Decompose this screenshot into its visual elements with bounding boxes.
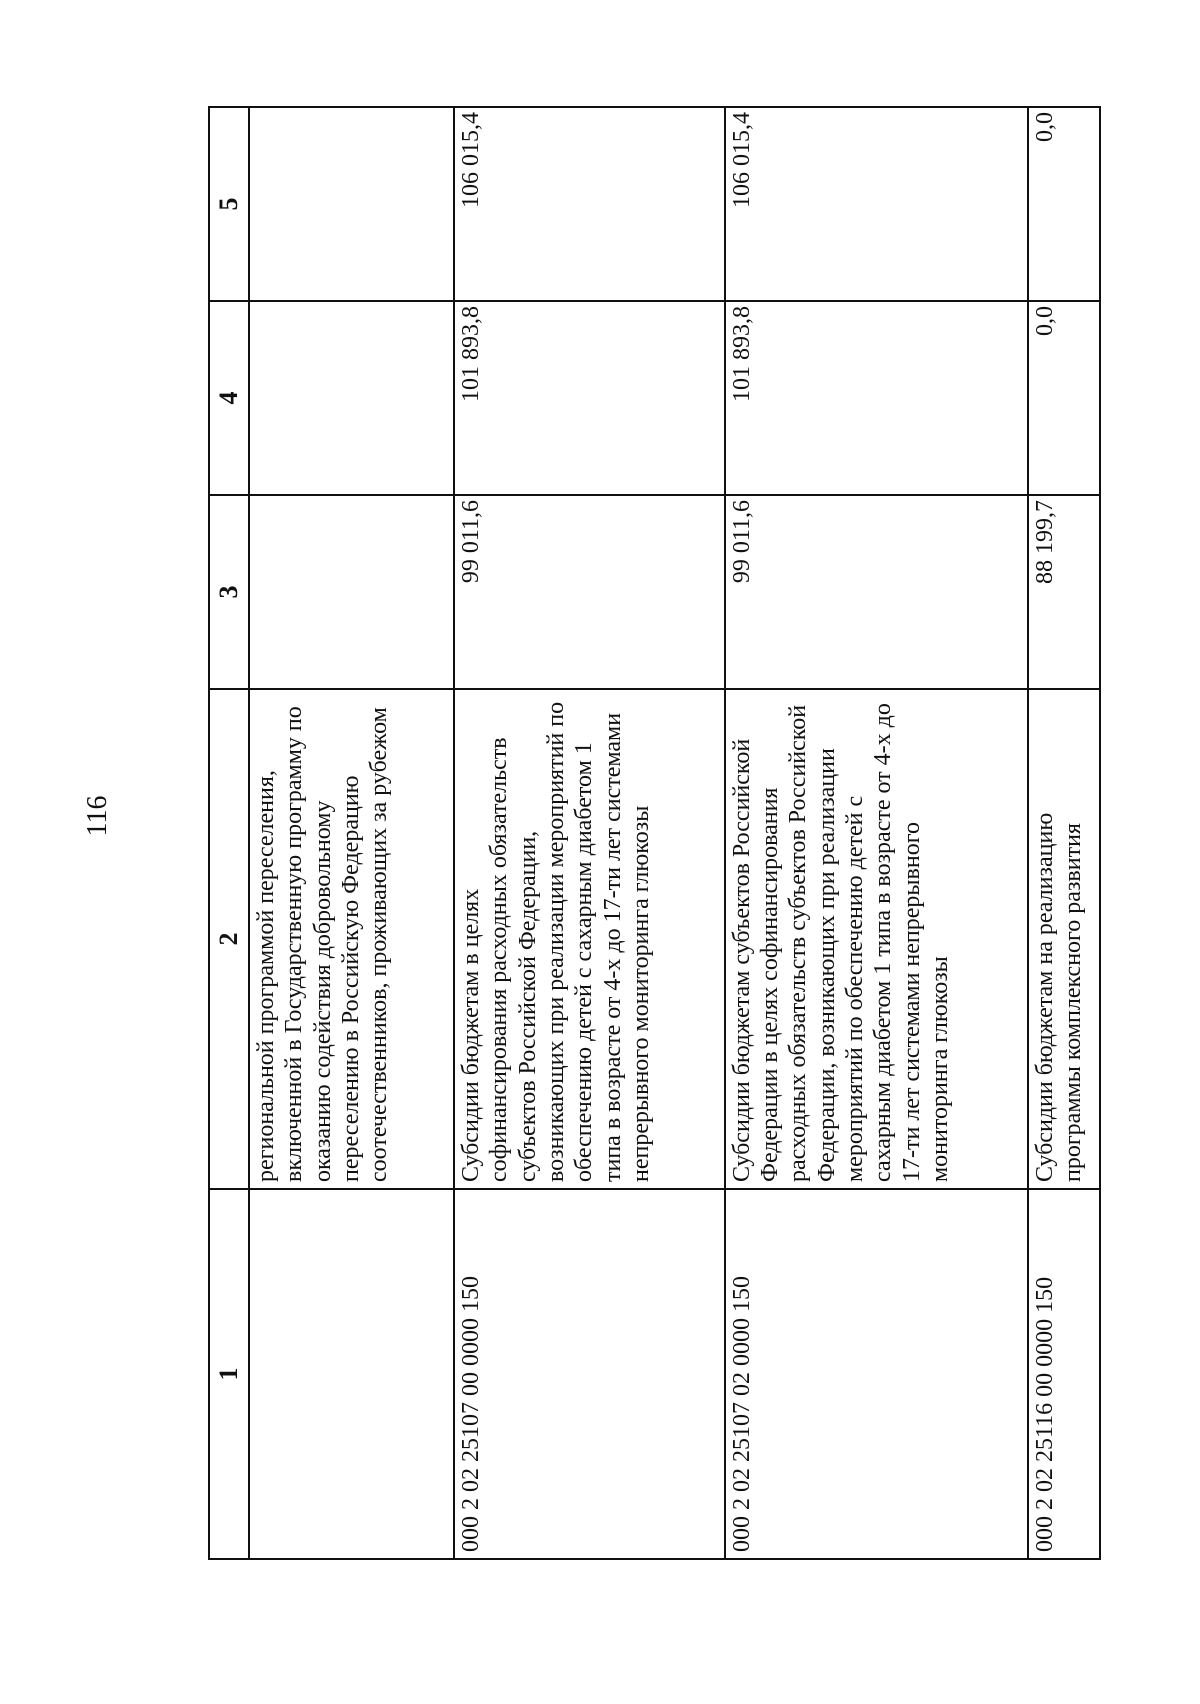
header-col-2: 2 — [209, 689, 249, 1189]
budget-code: 000 2 02 25116 00 0000 150 — [1028, 1189, 1100, 1559]
budget-code: 000 2 02 25107 00 0000 150 — [454, 1189, 725, 1559]
header-col-1: 1 — [209, 1189, 249, 1559]
value-col-3 — [249, 495, 454, 689]
table-row — [725, 107, 1028, 1559]
row-description: региональной программой переселения, включенной в Государственную программу по оказанию содействия добровольному переселению в Российскую Федерацию соотечественников, проживающих за рубежом — [249, 689, 454, 1189]
value-col-3: 99 011,6 — [725, 495, 1028, 689]
budget-code: 000 2 02 25107 02 0000 150 — [725, 1189, 1028, 1559]
value-col-4 — [249, 301, 454, 495]
row-description: Субсидии бюджетам субъектов Российской Федерации в целях софинансирования расходных обязательств субъектов Российской Федерации, возникающих при реализации мероприятий по обеспечению детей с сахарным диабетом 1 типа в возрасте от 4-х до 17-ти лет системами непрерывного мониторинга глюкозы — [725, 689, 1028, 1189]
table-wrapper — [208, 108, 1101, 1560]
budget-code — [249, 1189, 454, 1559]
header-col-3: 3 — [209, 495, 249, 689]
value-col-3: 88 199,7 — [1028, 495, 1100, 689]
value-col-4: 101 893,8 — [725, 301, 1028, 495]
header-col-5: 5 — [209, 107, 249, 301]
value-col-5 — [249, 107, 454, 301]
page-number: 116 — [82, 795, 113, 837]
value-col-5: 106 015,4 — [454, 107, 725, 301]
budget-table — [208, 106, 1101, 1560]
table-row — [249, 107, 454, 1559]
value-col-4: 101 893,8 — [454, 301, 725, 495]
value-col-4: 0,0 — [1028, 301, 1100, 495]
value-col-3: 99 011,6 — [454, 495, 725, 689]
row-description: Субсидии бюджетам в целях софинансирования расходных обязательств субъектов Российской Федерации, возникающих при реализации мероприятий по обеспечению детей с сахарным диабетом 1 типа в возрасте от 4-х до 17-ти лет системами непрерывного мониторинга глюкозы — [454, 689, 725, 1189]
header-col-4: 4 — [209, 301, 249, 495]
table-row — [454, 107, 725, 1559]
table-row — [1028, 107, 1100, 1559]
row-description: Субсидии бюджетам на реализацию программы комплексного развития — [1028, 689, 1100, 1189]
value-col-5: 106 015,4 — [725, 107, 1028, 301]
table-header-row — [209, 107, 249, 1559]
value-col-5: 0,0 — [1028, 107, 1100, 301]
